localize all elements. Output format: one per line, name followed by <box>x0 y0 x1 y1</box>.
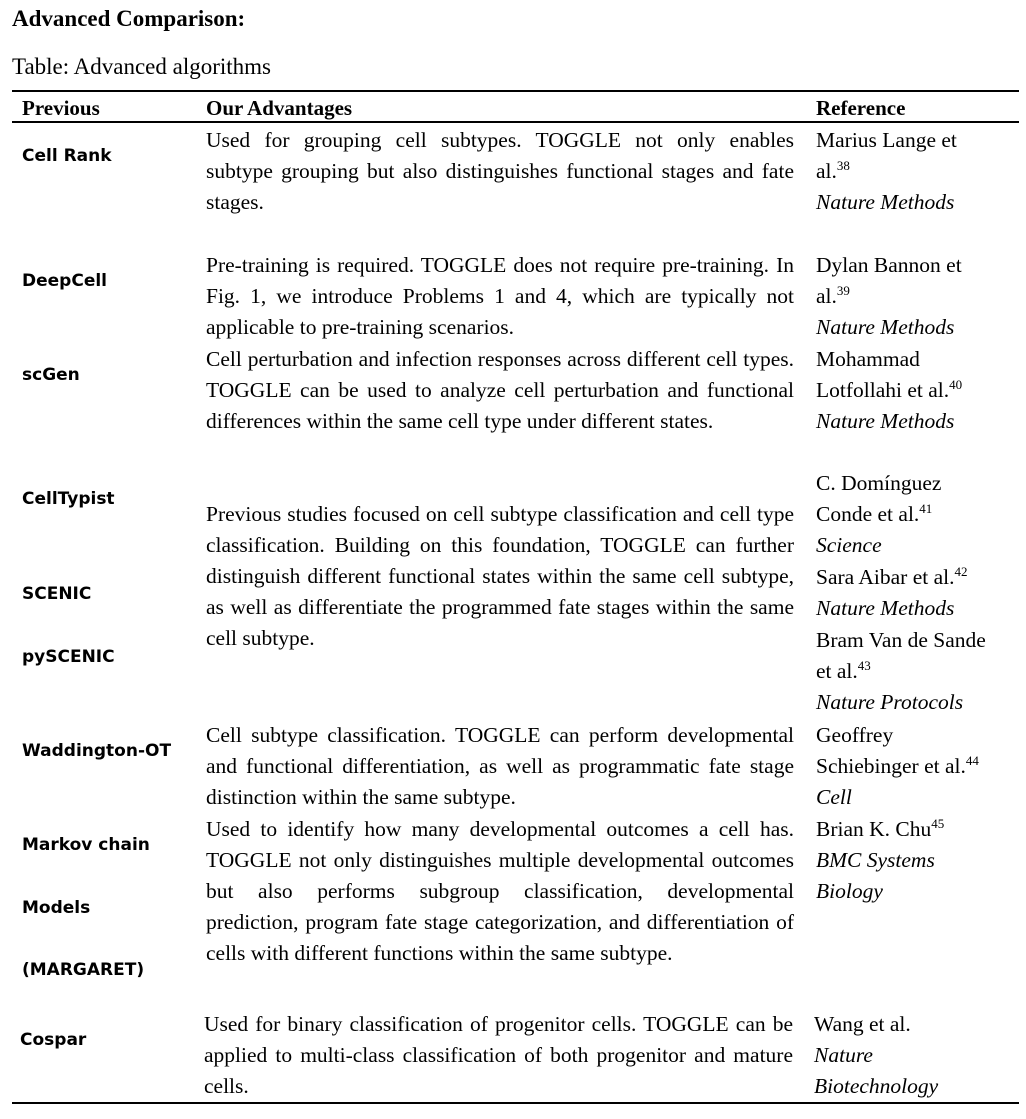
reference-number: 40 <box>949 377 963 392</box>
reference-authors: Mohammad Lotfollahi et al. <box>816 347 950 402</box>
previous-method-margaret: (MARGARET) <box>22 960 145 980</box>
reference-cell-rank <box>816 125 957 218</box>
reference-authors: C. Domínguez Conde et al. <box>816 471 942 526</box>
reference-journal: Nature Protocols <box>816 690 964 714</box>
reference-number: 38 <box>836 158 850 173</box>
advantage-margaret: Used to identify how many developmental outcomes a cell has. TOGGLE not only distinguishes multiple developmental outcomes but also performs subgroup classification, developmental prediction, program fate stage categorization, and differentiation of cells with different functions within the same subtype. <box>206 817 794 965</box>
reference-authors: Wang et al. <box>814 1012 911 1036</box>
reference-celltypist <box>816 468 941 561</box>
reference-deepcell <box>816 250 962 343</box>
reference-cospar <box>814 1009 938 1102</box>
section-title: Advanced Comparison: <box>12 6 246 31</box>
reference-journal: Cell <box>816 785 852 809</box>
reference-number: 42 <box>954 564 968 579</box>
advantage-waddington-ot: Cell subtype classification. TOGGLE can perform developmental and functional differentiation, as well as programmatic fate stage distinction within the same subtype. <box>206 723 794 809</box>
previous-method-deepcell: DeepCell <box>22 271 107 291</box>
reference-journal: Nature Methods <box>816 409 955 433</box>
previous-method-scenic: SCENIC <box>22 584 92 604</box>
table-bottom-rule <box>12 1102 1019 1104</box>
advantage-cell-rank: Used for grouping cell subtypes. TOGGLE not only enables subtype grouping but also distinguishes functional stages and fate stages. <box>206 128 794 214</box>
advantage-celltypist-scenic: Previous studies focused on cell subtype classification and cell type classification. Building on this foundation, TOGGLE can further distinguish different functional states within the same cell subtype, as well as differentiate the programmed fate stages within the same cell subtype. <box>206 502 794 650</box>
reference-number: 43 <box>857 658 871 673</box>
reference-scgen <box>816 344 962 437</box>
header-advantages: Our Advantages <box>206 96 353 120</box>
advantage-scgen: Cell perturbation and infection responses across different cell types. TOGGLE can be used to analyze cell perturbation and functional differences within the same cell type under different states. <box>206 347 794 433</box>
reference-journal: Nature Methods <box>816 315 955 339</box>
previous-method-cospar: Cospar <box>20 1030 87 1050</box>
reference-pyscenic <box>816 625 986 718</box>
reference-authors: Geoffrey Schiebinger et al. <box>816 723 966 778</box>
reference-number: 44 <box>965 753 979 768</box>
header-reference: Reference <box>816 96 906 120</box>
previous-method-waddington-ot: Waddington-OT <box>22 741 172 761</box>
previous-method-models: Models <box>22 898 91 918</box>
previous-method-celltypist: CellTypist <box>22 489 115 509</box>
reference-scenic <box>816 562 968 624</box>
reference-number: 39 <box>836 283 850 298</box>
advantage-deepcell: Pre-training is required. TOGGLE does not require pre-training. In Fig. 1, we introduce Problems 1 and 4, which are typically not applicable to pre-training scenarios. <box>206 253 794 339</box>
reference-journal: Science <box>816 533 882 557</box>
reference-journal: Nature Methods <box>816 596 955 620</box>
previous-method-pyscenic: pySCENIC <box>22 647 115 667</box>
reference-authors: Dylan Bannon et al. <box>816 253 962 308</box>
reference-authors: Sara Aibar et al. <box>816 565 955 589</box>
header-bottom-rule <box>12 121 1019 123</box>
reference-journal: Nature Methods <box>816 190 955 214</box>
reference-number: 45 <box>931 816 945 831</box>
reference-journal: Nature Biotechnology <box>814 1043 939 1098</box>
table-caption: Table: Advanced algorithms <box>12 54 271 79</box>
previous-method-cell-rank: Cell Rank <box>22 146 112 166</box>
advantage-cospar: Used for binary classification of progenitor cells. TOGGLE can be applied to multi-class classification of both progenitor and mature cells. <box>204 1012 793 1098</box>
reference-authors: Marius Lange et al. <box>816 128 957 183</box>
previous-method-scgen: scGen <box>22 365 80 385</box>
reference-authors: Bram Van de Sande et al. <box>816 628 986 683</box>
reference-waddington-ot <box>816 720 979 813</box>
previous-method-markov-chain: Markov chain <box>22 835 150 855</box>
reference-margaret <box>816 814 944 907</box>
reference-number: 41 <box>919 501 933 516</box>
reference-journal: BMC Systems Biology <box>816 848 935 903</box>
header-previous: Previous <box>22 96 100 120</box>
reference-authors: Brian K. Chu <box>816 817 932 841</box>
table-top-rule <box>12 90 1019 92</box>
